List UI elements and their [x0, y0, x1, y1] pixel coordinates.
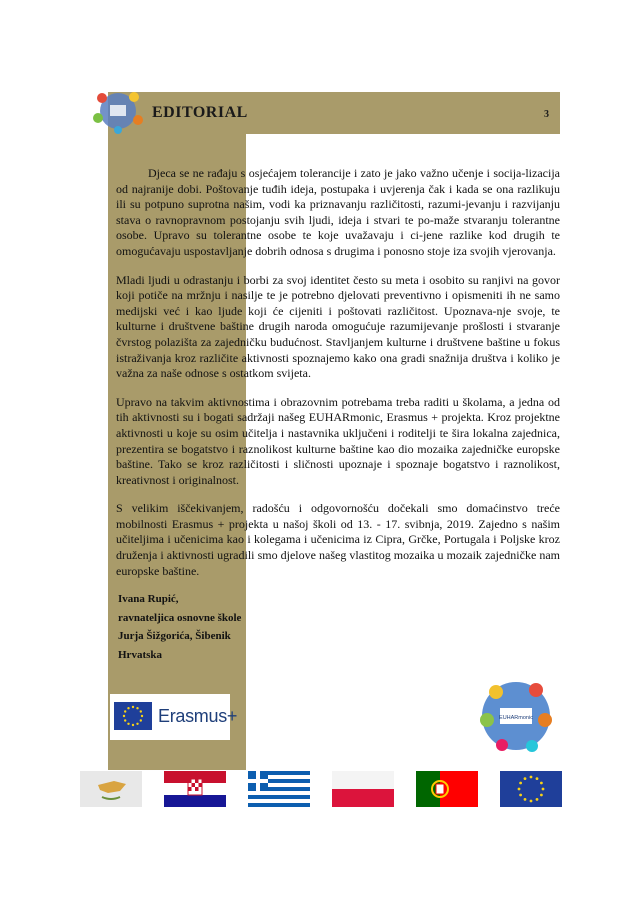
page-title: EDITORIAL — [152, 104, 248, 121]
euharmonic-logo — [476, 676, 556, 756]
erasmus-logo-text: Erasmus+ — [158, 706, 238, 726]
croatia-flag-icon — [164, 771, 226, 807]
portugal-flag-icon — [416, 771, 478, 807]
paragraph: Djeca se ne rađaju s osjećajem tolerancije i zato je jako važno učenje i socija-lizacija od najranije dobi. Poštovanje tuđih ideja, postupaka i uvjerenja čak i kada se ona razlikuju ili su potpuno suprotna našim, vodi ka priznavanju različitosti, razumi-jevanju i razvijanju stava o ravnopravnom postojanju svih ljudi, ideja i stvari te po-maže stvaranju tolerantne osobe. Upravo su tolerantne osobe te koje uvažavaju i ci-jene razlike kod drugih te omogućavaju uspostavljanje dobrih odnosa s drugima i ponosno stoje iza svojih vjerovanja. — [116, 166, 560, 258]
partner-flags — [80, 771, 560, 807]
paragraph: S velikim iščekivanjem, radošću i odgovornošću dočekali smo domaćinstvo treće mobilnosti Erasmus + projekta u našoj školi od 13. - 17. svibnja, 2019. Zajedno s našim učiteljima i učenicima kao i kolegama i učenicima iz Cipra, Grčke, Portugala i Poljske kroz druženja i aktivnosti ugradili smo djelove našeg vlastitog mozaika u mozaik zajedničke nam europske baštine. — [116, 501, 560, 578]
editorial-body — [116, 166, 560, 592]
signature-country: Hrvatska — [118, 648, 162, 661]
paragraph: Upravo na takvim aktivnostima i obrazovnim potrebama treba raditi u školama, a jedna od tih aktivnosti su i bogati sadržaji našeg EUHARmonic, Erasmus + projekta. Kroz projektne aktivnosti u koje su osim učitelja i nastavnika uključeni i roditelji te šira lokalna zajednica, prezentira se bogatstvo i raznolikost kulturne baštine kao dio mozaika zajedničke europske baštine. Tako se kroz različitosti i sličnosti upoznaje i spoznaje bogatstvo i raznolikost, kreativnost i originalnost. — [116, 394, 560, 487]
greece-flag-icon — [248, 771, 310, 807]
signature-role: ravnateljica osnovne škole — [118, 611, 242, 624]
project-logo-icon — [90, 88, 146, 134]
signature-block — [118, 590, 241, 664]
paragraph: Mladi ljudi u odrastanju i borbi za svoj identitet često su meta i osobito su ranjivi na govor koji potiče na mržnju i nasilje te je potrebno djelovati preventivno i opismeniti ih ne samo medijski već i kao ljude koji će cijeniti i poštovati različitost. Upoznava-nje svoje, te kulturne i društvene baštine drugih naroda omogućuje razumijevanje prošlosti i stvaranje čvrstog polazišta za zajedničku budućnost. Stavljanjem kulturne i društvene baštine u fokus istraživanja kroz različite aktivnosti spoznajemo kako ona gradi snažnija društva i koliko je važna za naše odnose s ostatkom svijeta. — [116, 272, 560, 381]
poland-flag-icon — [332, 771, 394, 807]
erasmus-logo — [110, 694, 238, 740]
eu-flag-icon — [114, 702, 152, 730]
eu-flag-icon — [500, 771, 562, 807]
signature-school: Jurja Šižgorića, Šibenik — [118, 630, 231, 642]
cyprus-flag-icon — [80, 771, 142, 807]
signature-name: Ivana Rupić, — [118, 593, 179, 605]
euharmonic-logo-text: EUHARmonic — [499, 715, 533, 721]
page-number: 3 — [544, 109, 549, 120]
